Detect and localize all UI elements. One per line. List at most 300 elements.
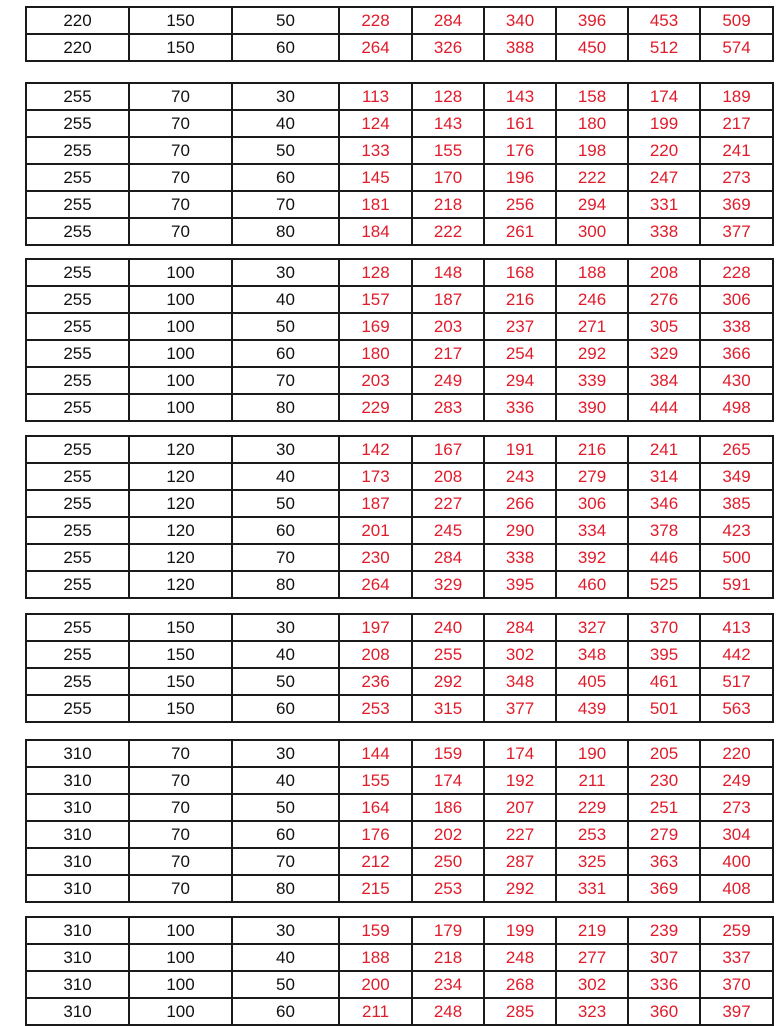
key-cell: 100 (129, 286, 232, 313)
value-cell: 212 (339, 848, 412, 875)
value-cell: 340 (484, 7, 556, 34)
key-cell: 150 (129, 695, 232, 722)
key-cell: 70 (129, 164, 232, 191)
table-row (26, 110, 773, 137)
value-cell: 423 (700, 517, 773, 544)
value-cell: 450 (556, 34, 628, 61)
value-cell: 148 (412, 259, 484, 286)
key-cell: 255 (26, 367, 129, 394)
key-cell: 80 (232, 394, 339, 421)
value-cell: 188 (556, 259, 628, 286)
value-cell: 277 (556, 944, 628, 971)
key-cell: 70 (129, 191, 232, 218)
key-cell: 150 (129, 34, 232, 61)
key-cell: 255 (26, 463, 129, 490)
value-cell: 187 (412, 286, 484, 313)
key-cell: 255 (26, 137, 129, 164)
key-cell: 50 (232, 7, 339, 34)
value-cell: 180 (556, 110, 628, 137)
value-cell: 276 (628, 286, 700, 313)
value-cell: 205 (628, 740, 700, 767)
value-cell: 283 (412, 394, 484, 421)
table-row (26, 668, 773, 695)
key-cell: 255 (26, 340, 129, 367)
value-cell: 201 (339, 517, 412, 544)
key-cell: 80 (232, 875, 339, 902)
key-cell: 255 (26, 110, 129, 137)
value-cell: 179 (412, 917, 484, 944)
value-cell: 216 (556, 436, 628, 463)
value-cell: 336 (628, 971, 700, 998)
value-cell: 251 (628, 794, 700, 821)
key-cell: 255 (26, 695, 129, 722)
value-cell: 315 (412, 695, 484, 722)
table-row (26, 544, 773, 571)
value-cell: 300 (556, 218, 628, 245)
key-cell: 40 (232, 767, 339, 794)
value-cell: 397 (700, 998, 773, 1025)
value-cell: 444 (628, 394, 700, 421)
key-cell: 255 (26, 490, 129, 517)
data-table-group (25, 82, 774, 246)
value-cell: 453 (628, 7, 700, 34)
value-cell: 216 (484, 286, 556, 313)
value-cell: 144 (339, 740, 412, 767)
value-cell: 155 (339, 767, 412, 794)
value-cell: 192 (484, 767, 556, 794)
value-cell: 197 (339, 614, 412, 641)
value-cell: 591 (700, 571, 773, 598)
key-cell: 255 (26, 641, 129, 668)
table-row (26, 259, 773, 286)
key-cell: 80 (232, 218, 339, 245)
value-cell: 161 (484, 110, 556, 137)
value-cell: 369 (700, 191, 773, 218)
key-cell: 70 (232, 191, 339, 218)
key-cell: 70 (129, 137, 232, 164)
data-table-group (25, 435, 774, 599)
value-cell: 191 (484, 436, 556, 463)
value-cell: 200 (339, 971, 412, 998)
value-cell: 229 (556, 794, 628, 821)
value-cell: 218 (412, 944, 484, 971)
value-cell: 500 (700, 544, 773, 571)
value-cell: 217 (700, 110, 773, 137)
data-table-group (25, 613, 774, 723)
value-cell: 239 (628, 917, 700, 944)
key-cell: 255 (26, 571, 129, 598)
value-cell: 377 (484, 695, 556, 722)
value-cell: 234 (412, 971, 484, 998)
key-cell: 120 (129, 463, 232, 490)
value-cell: 208 (628, 259, 700, 286)
key-cell: 50 (232, 313, 339, 340)
table-row (26, 695, 773, 722)
value-cell: 222 (412, 218, 484, 245)
value-cell: 170 (412, 164, 484, 191)
key-cell: 120 (129, 544, 232, 571)
key-cell: 310 (26, 848, 129, 875)
key-cell: 255 (26, 164, 129, 191)
value-cell: 230 (628, 767, 700, 794)
value-cell: 217 (412, 340, 484, 367)
value-cell: 124 (339, 110, 412, 137)
value-cell: 222 (556, 164, 628, 191)
key-cell: 70 (232, 848, 339, 875)
table-row (26, 463, 773, 490)
key-cell: 100 (129, 971, 232, 998)
key-cell: 50 (232, 794, 339, 821)
table-row (26, 436, 773, 463)
value-cell: 363 (628, 848, 700, 875)
value-cell: 227 (412, 490, 484, 517)
value-cell: 327 (556, 614, 628, 641)
value-cell: 329 (628, 340, 700, 367)
key-cell: 40 (232, 110, 339, 137)
table-row (26, 313, 773, 340)
key-cell: 60 (232, 517, 339, 544)
data-table-group (25, 739, 774, 903)
key-cell: 310 (26, 917, 129, 944)
key-cell: 255 (26, 517, 129, 544)
value-cell: 525 (628, 571, 700, 598)
value-cell: 326 (412, 34, 484, 61)
table-row (26, 614, 773, 641)
value-cell: 145 (339, 164, 412, 191)
key-cell: 310 (26, 875, 129, 902)
key-cell: 120 (129, 517, 232, 544)
key-cell: 255 (26, 218, 129, 245)
value-cell: 241 (700, 137, 773, 164)
value-cell: 370 (628, 614, 700, 641)
value-cell: 249 (700, 767, 773, 794)
key-cell: 150 (129, 614, 232, 641)
value-cell: 302 (484, 641, 556, 668)
value-cell: 164 (339, 794, 412, 821)
value-cell: 446 (628, 544, 700, 571)
key-cell: 30 (232, 436, 339, 463)
table-row (26, 517, 773, 544)
value-cell: 574 (700, 34, 773, 61)
table-row (26, 767, 773, 794)
value-cell: 302 (556, 971, 628, 998)
value-cell: 360 (628, 998, 700, 1025)
table-row (26, 571, 773, 598)
value-cell: 517 (700, 668, 773, 695)
value-cell: 307 (628, 944, 700, 971)
key-cell: 255 (26, 83, 129, 110)
key-cell: 255 (26, 614, 129, 641)
value-cell: 306 (556, 490, 628, 517)
value-cell: 237 (484, 313, 556, 340)
table-row (26, 875, 773, 902)
value-cell: 218 (412, 191, 484, 218)
key-cell: 150 (129, 641, 232, 668)
value-cell: 187 (339, 490, 412, 517)
value-cell: 284 (484, 614, 556, 641)
key-cell: 50 (232, 490, 339, 517)
table-row (26, 917, 773, 944)
value-cell: 285 (484, 998, 556, 1025)
value-cell: 279 (628, 821, 700, 848)
value-cell: 336 (484, 394, 556, 421)
value-cell: 338 (628, 218, 700, 245)
value-cell: 501 (628, 695, 700, 722)
value-cell: 199 (484, 917, 556, 944)
value-cell: 219 (556, 917, 628, 944)
value-cell: 174 (412, 767, 484, 794)
value-cell: 323 (556, 998, 628, 1025)
key-cell: 30 (232, 83, 339, 110)
key-cell: 70 (129, 218, 232, 245)
value-cell: 259 (700, 917, 773, 944)
key-cell: 40 (232, 463, 339, 490)
key-cell: 70 (129, 110, 232, 137)
table-row (26, 137, 773, 164)
key-cell: 310 (26, 971, 129, 998)
value-cell: 509 (700, 7, 773, 34)
key-cell: 40 (232, 944, 339, 971)
value-cell: 254 (484, 340, 556, 367)
value-cell: 273 (700, 164, 773, 191)
key-cell: 120 (129, 436, 232, 463)
value-cell: 245 (412, 517, 484, 544)
value-cell: 273 (700, 794, 773, 821)
key-cell: 100 (129, 944, 232, 971)
value-cell: 174 (484, 740, 556, 767)
key-cell: 120 (129, 490, 232, 517)
value-cell: 405 (556, 668, 628, 695)
key-cell: 100 (129, 259, 232, 286)
value-cell: 190 (556, 740, 628, 767)
value-cell: 325 (556, 848, 628, 875)
value-cell: 385 (700, 490, 773, 517)
key-cell: 255 (26, 544, 129, 571)
key-cell: 60 (232, 340, 339, 367)
value-cell: 128 (412, 83, 484, 110)
value-cell: 395 (628, 641, 700, 668)
table-row (26, 641, 773, 668)
value-cell: 227 (484, 821, 556, 848)
value-cell: 498 (700, 394, 773, 421)
value-cell: 400 (700, 848, 773, 875)
value-cell: 169 (339, 313, 412, 340)
table-row (26, 34, 773, 61)
value-cell: 158 (556, 83, 628, 110)
table-row (26, 821, 773, 848)
key-cell: 100 (129, 340, 232, 367)
value-cell: 142 (339, 436, 412, 463)
key-cell: 60 (232, 695, 339, 722)
key-cell: 310 (26, 740, 129, 767)
table-row (26, 394, 773, 421)
value-cell: 220 (700, 740, 773, 767)
value-cell: 292 (484, 875, 556, 902)
table-row (26, 367, 773, 394)
value-cell: 157 (339, 286, 412, 313)
value-cell: 346 (628, 490, 700, 517)
value-cell: 292 (556, 340, 628, 367)
value-cell: 211 (556, 767, 628, 794)
table-row (26, 218, 773, 245)
value-cell: 266 (484, 490, 556, 517)
key-cell: 70 (129, 848, 232, 875)
key-cell: 70 (129, 794, 232, 821)
value-cell: 215 (339, 875, 412, 902)
value-cell: 253 (412, 875, 484, 902)
value-cell: 442 (700, 641, 773, 668)
value-cell: 396 (556, 7, 628, 34)
value-cell: 338 (700, 313, 773, 340)
value-cell: 176 (484, 137, 556, 164)
key-cell: 70 (129, 83, 232, 110)
key-cell: 60 (232, 164, 339, 191)
value-cell: 413 (700, 614, 773, 641)
value-cell: 294 (484, 367, 556, 394)
key-cell: 255 (26, 313, 129, 340)
data-table-group (25, 258, 774, 422)
value-cell: 250 (412, 848, 484, 875)
value-cell: 247 (628, 164, 700, 191)
value-cell: 261 (484, 218, 556, 245)
table-row (26, 7, 773, 34)
table-row (26, 340, 773, 367)
value-cell: 430 (700, 367, 773, 394)
key-cell: 220 (26, 7, 129, 34)
value-cell: 133 (339, 137, 412, 164)
value-cell: 377 (700, 218, 773, 245)
value-cell: 255 (412, 641, 484, 668)
value-cell: 143 (484, 83, 556, 110)
value-cell: 196 (484, 164, 556, 191)
value-cell: 338 (484, 544, 556, 571)
value-cell: 143 (412, 110, 484, 137)
value-cell: 563 (700, 695, 773, 722)
value-cell: 366 (700, 340, 773, 367)
value-cell: 184 (339, 218, 412, 245)
key-cell: 255 (26, 394, 129, 421)
key-cell: 220 (26, 34, 129, 61)
value-cell: 253 (556, 821, 628, 848)
value-cell: 174 (628, 83, 700, 110)
table-row (26, 490, 773, 517)
value-cell: 369 (628, 875, 700, 902)
value-cell: 287 (484, 848, 556, 875)
key-cell: 30 (232, 917, 339, 944)
value-cell: 253 (339, 695, 412, 722)
value-cell: 186 (412, 794, 484, 821)
value-cell: 279 (556, 463, 628, 490)
value-cell: 208 (412, 463, 484, 490)
value-cell: 220 (628, 137, 700, 164)
value-cell: 271 (556, 313, 628, 340)
key-cell: 310 (26, 944, 129, 971)
value-cell: 181 (339, 191, 412, 218)
value-cell: 392 (556, 544, 628, 571)
value-cell: 460 (556, 571, 628, 598)
key-cell: 100 (129, 313, 232, 340)
value-cell: 395 (484, 571, 556, 598)
value-cell: 173 (339, 463, 412, 490)
table-row (26, 848, 773, 875)
value-cell: 264 (339, 34, 412, 61)
value-cell: 188 (339, 944, 412, 971)
value-cell: 306 (700, 286, 773, 313)
key-cell: 30 (232, 740, 339, 767)
value-cell: 348 (484, 668, 556, 695)
value-cell: 128 (339, 259, 412, 286)
value-cell: 334 (556, 517, 628, 544)
key-cell: 70 (129, 740, 232, 767)
key-cell: 70 (232, 544, 339, 571)
value-cell: 198 (556, 137, 628, 164)
value-cell: 236 (339, 668, 412, 695)
value-cell: 199 (628, 110, 700, 137)
value-cell: 256 (484, 191, 556, 218)
value-cell: 284 (412, 7, 484, 34)
value-cell: 314 (628, 463, 700, 490)
value-cell: 337 (700, 944, 773, 971)
value-cell: 512 (628, 34, 700, 61)
value-cell: 439 (556, 695, 628, 722)
value-cell: 176 (339, 821, 412, 848)
key-cell: 40 (232, 286, 339, 313)
value-cell: 384 (628, 367, 700, 394)
value-cell: 348 (556, 641, 628, 668)
value-cell: 378 (628, 517, 700, 544)
data-table-group (25, 6, 774, 62)
value-cell: 240 (412, 614, 484, 641)
value-cell: 208 (339, 641, 412, 668)
table-row (26, 998, 773, 1025)
value-cell: 331 (556, 875, 628, 902)
key-cell: 60 (232, 821, 339, 848)
value-cell: 167 (412, 436, 484, 463)
value-cell: 331 (628, 191, 700, 218)
key-cell: 50 (232, 137, 339, 164)
data-table-group (25, 916, 774, 1026)
key-cell: 310 (26, 821, 129, 848)
table-row (26, 191, 773, 218)
key-cell: 255 (26, 668, 129, 695)
value-cell: 189 (700, 83, 773, 110)
value-cell: 202 (412, 821, 484, 848)
key-cell: 40 (232, 641, 339, 668)
value-cell: 168 (484, 259, 556, 286)
key-cell: 70 (129, 875, 232, 902)
value-cell: 159 (339, 917, 412, 944)
value-cell: 203 (339, 367, 412, 394)
key-cell: 310 (26, 767, 129, 794)
value-cell: 268 (484, 971, 556, 998)
value-cell: 370 (700, 971, 773, 998)
value-cell: 228 (339, 7, 412, 34)
key-cell: 50 (232, 668, 339, 695)
table-row (26, 794, 773, 821)
value-cell: 155 (412, 137, 484, 164)
value-cell: 180 (339, 340, 412, 367)
key-cell: 150 (129, 7, 232, 34)
key-cell: 255 (26, 436, 129, 463)
value-cell: 294 (556, 191, 628, 218)
value-cell: 246 (556, 286, 628, 313)
key-cell: 30 (232, 614, 339, 641)
key-cell: 100 (129, 917, 232, 944)
value-cell: 304 (700, 821, 773, 848)
value-cell: 249 (412, 367, 484, 394)
table-row (26, 286, 773, 313)
value-cell: 230 (339, 544, 412, 571)
